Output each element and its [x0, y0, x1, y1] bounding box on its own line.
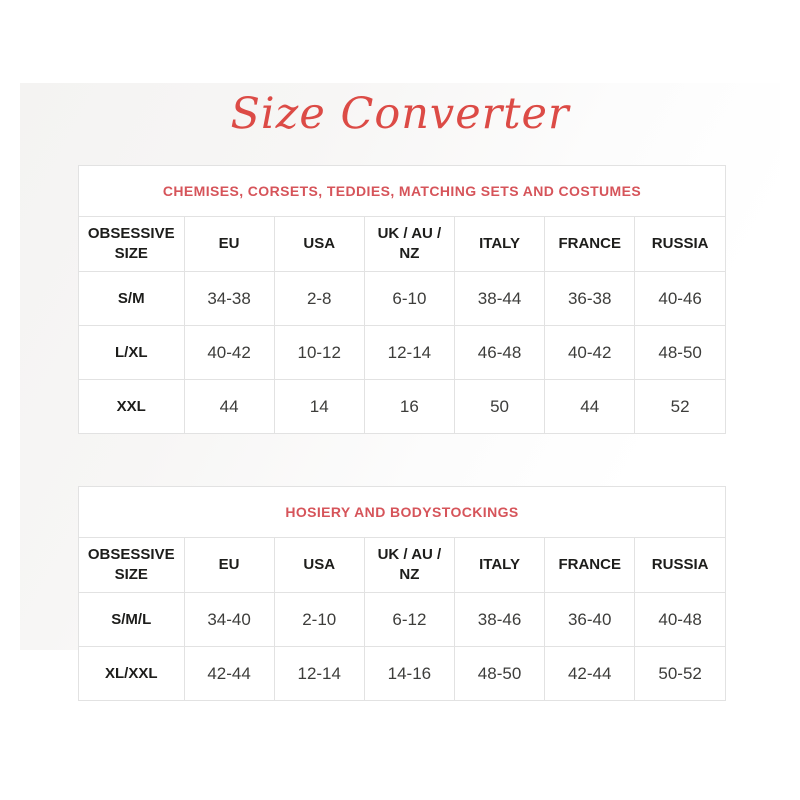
size-cell: 42-44 [545, 647, 635, 701]
size-cell: 10-12 [274, 326, 364, 380]
row-size-label: XXL [79, 380, 184, 434]
size-cell: 6-10 [364, 272, 454, 326]
size-cell: 14 [274, 380, 364, 434]
column-header-russia: RUSSIA [635, 538, 725, 593]
column-header-usa: USA [274, 217, 364, 272]
size-cell: 40-42 [545, 326, 635, 380]
column-header-italy: ITALY [454, 538, 544, 593]
size-cell: 2-10 [274, 593, 364, 647]
size-cell: 40-46 [635, 272, 725, 326]
chemises-table-grid [79, 217, 725, 433]
column-header-uk-au-nz: UK / AU / NZ [364, 538, 454, 593]
column-header-obsessive-size: OBSESSIVE SIZE [87, 545, 175, 583]
hosiery-table-caption: HOSIERY AND BODYSTOCKINGS [79, 487, 725, 538]
chemises-size-table [78, 165, 726, 434]
size-cell: 36-38 [545, 272, 635, 326]
hosiery-size-table [78, 486, 726, 701]
header-row [79, 538, 725, 593]
size-cell: 34-40 [184, 593, 274, 647]
size-cell: 50-52 [635, 647, 725, 701]
column-header-usa: USA [274, 538, 364, 593]
size-cell: 40-42 [184, 326, 274, 380]
size-cell: 48-50 [454, 647, 544, 701]
table-row [79, 380, 725, 434]
size-cell: 38-46 [454, 593, 544, 647]
table-row [79, 647, 725, 701]
size-cell: 40-48 [635, 593, 725, 647]
column-header-russia: RUSSIA [635, 217, 725, 272]
chemises-table-caption: CHEMISES, CORSETS, TEDDIES, MATCHING SETS AND COSTUMES [79, 166, 725, 217]
size-cell: 42-44 [184, 647, 274, 701]
size-cell: 38-44 [454, 272, 544, 326]
size-cell: 52 [635, 380, 725, 434]
column-header-italy: ITALY [454, 217, 544, 272]
size-cell: 46-48 [454, 326, 544, 380]
hosiery-table-grid [79, 538, 725, 700]
row-size-label: XL/XXL [79, 647, 184, 701]
row-size-label: S/M/L [79, 593, 184, 647]
row-size-label: L/XL [79, 326, 184, 380]
table-row [79, 326, 725, 380]
column-header-obsessive-size: OBSESSIVE SIZE [87, 224, 175, 262]
size-cell: 12-14 [274, 647, 364, 701]
size-cell: 50 [454, 380, 544, 434]
size-cell: 16 [364, 380, 454, 434]
table-row [79, 272, 725, 326]
size-cell: 12-14 [364, 326, 454, 380]
size-cell: 2-8 [274, 272, 364, 326]
column-header-eu: EU [184, 217, 274, 272]
column-header-france: FRANCE [545, 538, 635, 593]
size-cell: 44 [184, 380, 274, 434]
column-header-france: FRANCE [545, 217, 635, 272]
column-header-uk-au-nz: UK / AU / NZ [364, 217, 454, 272]
header-row [79, 217, 725, 272]
size-cell: 48-50 [635, 326, 725, 380]
size-cell: 6-12 [364, 593, 454, 647]
page-title: Size Converter [230, 89, 570, 139]
table-row [79, 593, 725, 647]
column-header-eu: EU [184, 538, 274, 593]
size-cell: 36-40 [545, 593, 635, 647]
size-cell: 44 [545, 380, 635, 434]
size-cell: 34-38 [184, 272, 274, 326]
row-size-label: S/M [79, 272, 184, 326]
size-cell: 14-16 [364, 647, 454, 701]
